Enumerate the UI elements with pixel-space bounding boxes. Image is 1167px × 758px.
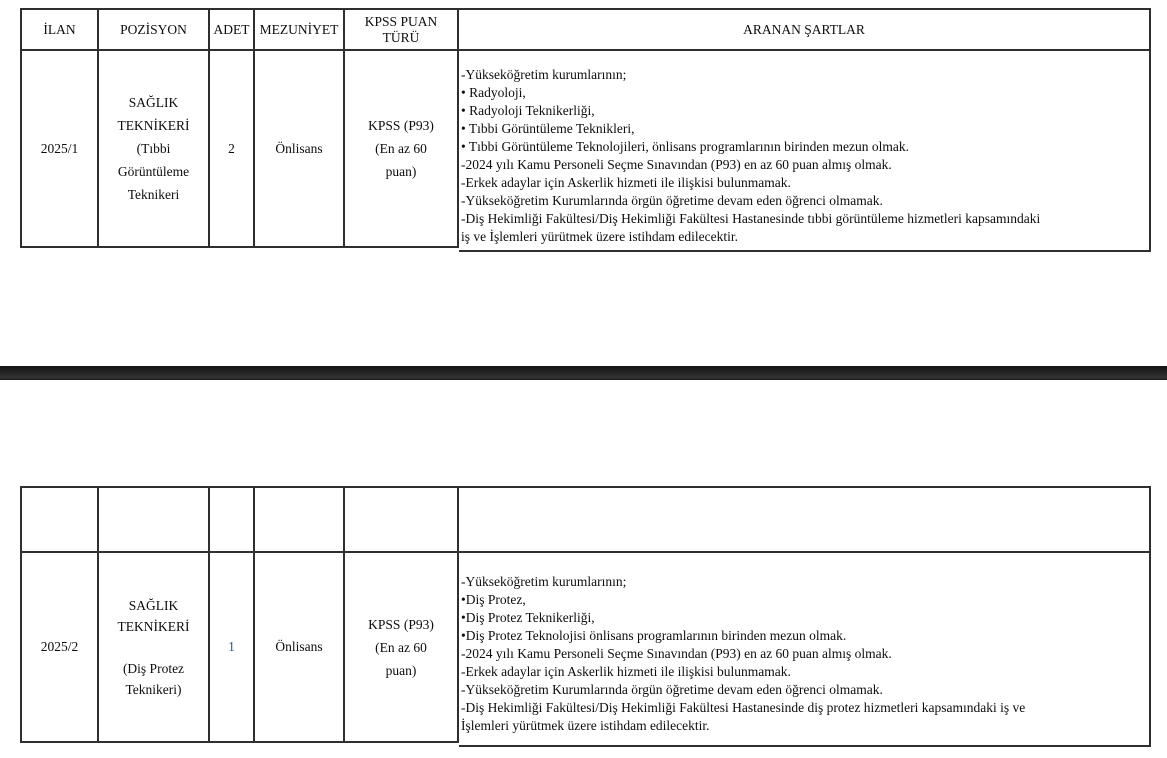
kpss-line: puan) [385, 164, 417, 179]
kpss-line: (En az 60 [375, 639, 427, 655]
cell-ilan: 2025/2 [22, 553, 99, 743]
pozisyon-line: (Diş Protez [122, 660, 185, 676]
sart-line: -Yükseköğretim kurumlarının; [461, 67, 627, 82]
sart-line: -2024 yılı Kamu Personeli Seçme Sınavından (P93) en az 60 puan almış olmak. [461, 157, 892, 172]
sart-line: -Yükseköğretim kurumlarının; [461, 574, 627, 589]
pozisyon-line [152, 637, 155, 658]
pozisyon-line: TEKNİKERİ [117, 118, 190, 133]
header-cell-pozisyon: POZİSYON [99, 10, 210, 51]
cell-pozisyon [99, 553, 210, 743]
sart-line: -Yükseköğretim Kurumlarında örgün öğretime devam eden öğrenci olmamak. [461, 682, 883, 697]
header-cell-kpss: KPSS PUAN TÜRÜ [345, 10, 459, 51]
sart-line: -Yükseköğretim Kurumlarında örgün öğretime devam eden öğrenci olmamak. [461, 193, 883, 208]
pozisyon-line: (Tıbbi [136, 141, 171, 156]
header-cell-sartlar: ARANAN ŞARTLAR [459, 10, 1151, 51]
sart-line: •Diş Protez Teknolojisi önlisans programlarının birinden mezun olmak. [461, 628, 847, 643]
pozisyon-line: Teknikeri [127, 187, 180, 202]
sart-line: • Tıbbi Görüntüleme Teknikleri, [461, 121, 635, 136]
pozisyon-line: Teknikeri) [125, 681, 182, 697]
header-cell-sartlar-empty [459, 488, 1151, 553]
cell-sartlar [459, 51, 1151, 252]
header-cell-pozisyon-empty [99, 488, 210, 553]
sart-line: İşlemleri yürütmek üzere istihdam edilecektir. [461, 718, 710, 733]
sart-line: -Erkek adaylar için Askerlik hizmeti ile ilişkisi bulunmamak. [461, 664, 791, 679]
pozisyon-line: SAĞLIK [128, 597, 179, 613]
kpss-line: KPSS (P93) [368, 118, 434, 133]
sart-line: -Erkek adaylar için Askerlik hizmeti ile ilişkisi bulunmamak. [461, 175, 791, 190]
sart-line: • Radyoloji, [461, 85, 526, 100]
sart-line: •Diş Protez Teknikerliği, [461, 610, 595, 625]
kpss-line: puan) [385, 662, 417, 678]
pozisyon-line: TEKNİKERİ [117, 618, 190, 634]
pozisyon-line: SAĞLIK [128, 95, 179, 110]
header-cell-adet: ADET [210, 10, 255, 51]
header-cell-ilan-empty [22, 488, 99, 553]
cell-adet: 2 [210, 51, 255, 248]
sart-line: -Diş Hekimliği Fakültesi/Diş Hekimliği Fakültesi Hastanesinde diş protez hizmetleri kapsamındaki iş ve [461, 700, 1026, 715]
cell-mezuniyet: Önlisans [255, 51, 345, 248]
sart-line: •Diş Protez, [461, 592, 526, 607]
pozisyon-line: Görüntüleme [117, 164, 190, 179]
sart-line: iş ve İşlemleri yürütmek üzere istihdam edilecektir. [461, 229, 739, 244]
sart-line: • Radyoloji Teknikerliği, [461, 103, 595, 118]
cell-sartlar [459, 553, 1151, 747]
cell-kpss [345, 553, 459, 743]
header-cell-ilan: İLAN [22, 10, 99, 51]
job-table-2025-1 [20, 8, 1151, 248]
cell-pozisyon [99, 51, 210, 248]
sart-line: -Diş Hekimliği Fakültesi/Diş Hekimliği Fakültesi Hastanesinde tıbbi görüntüleme hizmetleri kapsamındaki [461, 211, 1041, 226]
header-cell-kpss-empty [345, 488, 459, 553]
cell-mezuniyet: Önlisans [255, 553, 345, 743]
kpss-line: (En az 60 [375, 141, 427, 156]
cell-adet: 1 [210, 553, 255, 743]
cell-ilan: 2025/1 [22, 51, 99, 248]
cell-kpss [345, 51, 459, 248]
header-cell-mezuniyet: MEZUNİYET [255, 10, 345, 51]
sart-line: -2024 yılı Kamu Personeli Seçme Sınavından (P93) en az 60 puan almış olmak. [461, 646, 892, 661]
sart-line: • Tıbbi Görüntüleme Teknolojileri, önlisans programlarının birinden mezun olmak. [461, 139, 909, 154]
header-cell-mezuniyet-empty [255, 488, 345, 553]
page-break-divider-bar [0, 366, 1167, 380]
kpss-line: KPSS (P93) [368, 616, 434, 632]
header-cell-adet-empty [210, 488, 255, 553]
job-table-2025-2 [20, 486, 1151, 743]
